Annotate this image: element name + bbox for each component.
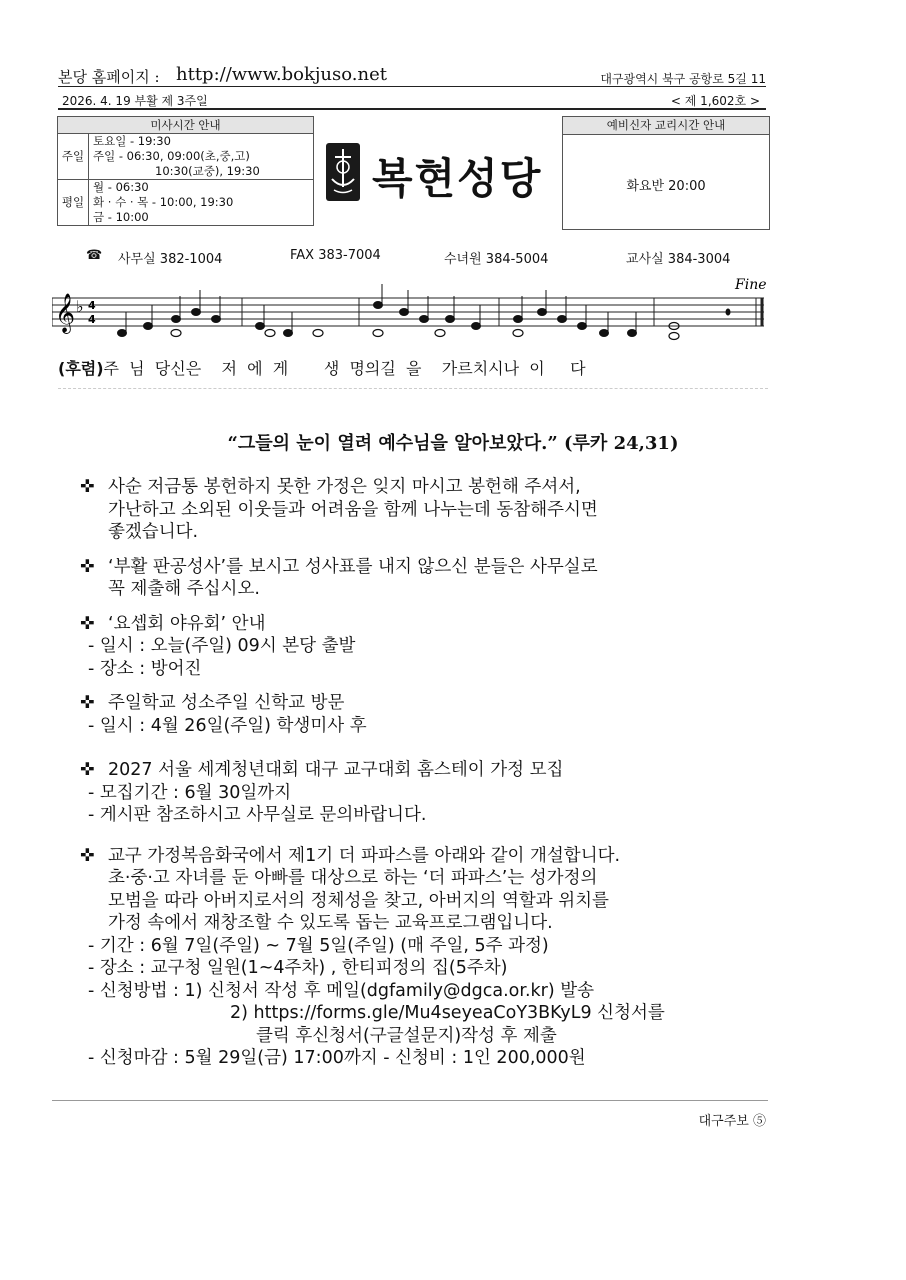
notice-item [80, 692, 780, 737]
gospel-quote: “그들의 눈이 열려 예수님을 알아보았다.” (루카 24,31) [227, 433, 679, 454]
sunday-line: 주일 - 06:30, 09:00(초,중,고) [93, 149, 250, 163]
notice-sub-line: - 게시판 참조하시고 사무실로 문의바랍니다. [88, 805, 427, 825]
flat-icon: ♭ [76, 297, 84, 316]
weekday-line: 화 · 수 · 목 - 10:00, 19:30 [93, 195, 234, 209]
convent-phone: 수녀원 384-5004 [444, 252, 549, 267]
weekday-times [89, 180, 314, 226]
notice-sub-line: - 일시 : 4월 26일(주일) 학생미사 후 [88, 715, 367, 736]
papas-deadline: - 신청마감 : 5월 29일(금) 17:00까지 - 신청비 : 1인 200,000원 [88, 1048, 586, 1068]
bullet-icon: ✜ [80, 477, 95, 497]
notice-line: 사순 저금통 봉헌하지 못한 가정은 잊지 마시고 봉헌해 주셔서, [108, 477, 581, 497]
time-sig-bottom: 4 [88, 313, 96, 326]
lyrics-text: 주 님 당신은 저 에 게 생 명의길 을 가르치시나 이 다 [103, 359, 586, 378]
papas-method-1: - 신청방법 : 1) 신청서 작성 후 메일(dgfamily@dgca.or.kr) 발송 [88, 980, 595, 1001]
notice-line: 좋겠습니다. [108, 522, 199, 542]
notices [80, 476, 780, 1082]
fax-number: FAX 383-7004 [290, 248, 381, 263]
notice-line: 모범을 따라 아버지로서의 정체성을 찾고, 아버지의 역할과 위치를 [108, 890, 609, 911]
notice-sub-line: - 장소 : 방어진 [88, 658, 202, 679]
issue-number: < 제 1,602호 > [670, 94, 760, 108]
notes [118, 284, 731, 337]
notice-item [80, 476, 780, 544]
homepage-label: 본당 홈페이지 : [58, 68, 160, 86]
notice-line: 꼭 제출해 주십시오. [108, 579, 260, 599]
weekday-line: 금 - 10:00 [93, 210, 149, 224]
notice-line: 주일학교 성소주일 신학교 방문 [108, 693, 345, 713]
mass-schedule-title: 미사시간 안내 [58, 117, 314, 134]
bullet-icon: ✜ [80, 845, 95, 866]
notice-line: 가정 속에서 재창조할 수 있도록 돕는 교육프로그램입니다. [108, 913, 553, 933]
score-divider [58, 388, 768, 389]
catechumen-class: 화요반 20:00 [626, 179, 706, 194]
papas-period: - 기간 : 6월 7일(주일) ~ 7월 5일(주일) (매 주일, 5주 과정) [88, 935, 549, 956]
notice-item [80, 556, 780, 601]
bullet-icon: ✜ [80, 760, 95, 780]
notice-item [80, 613, 780, 681]
papas-method-2[interactable]: 2) https://forms.gle/Mu4seyeaCoY3BKyL9 신청서를 [230, 1003, 665, 1023]
refrain-lyrics [58, 356, 586, 379]
sunday-line: 10:30(교중), 19:30 [155, 164, 260, 178]
bullet-icon: ✜ [80, 556, 95, 577]
homepage-url[interactable]: http://www.bokjuso.net [176, 64, 387, 85]
bullet-icon: ✜ [80, 613, 95, 634]
bulletin-date: 2026. 4. 19 부활 제 3주일 [62, 94, 208, 108]
fine-marking: Fine [735, 277, 767, 293]
time-sig-top: 4 [88, 299, 96, 312]
header-rule [58, 86, 766, 87]
header-rule-thick [58, 108, 766, 110]
sunday-line: 토요일 - 19:30 [93, 134, 171, 148]
sunday-label: 주일 [58, 134, 89, 180]
catechumen-title: 예비신자 교리시간 안내 [563, 117, 769, 135]
footer-rule [52, 1100, 768, 1101]
mass-schedule-table [57, 116, 314, 226]
papas-method-3: 클릭 후신청서(구글설문지)작성 후 제출 [256, 1025, 557, 1046]
weekday-label: 평일 [58, 180, 89, 226]
notice-sub-line: - 일시 : 오늘(주일) 09시 본당 출발 [88, 636, 356, 656]
notice-line: ‘요셉회 야유회’ 안내 [108, 613, 266, 634]
office-phone: 사무실 382-1004 [118, 252, 223, 267]
refrain-label: (후렴) [58, 359, 104, 378]
treble-clef-icon: 𝄞 [55, 293, 76, 333]
notice-line: 교구 가정복음화국에서 제1기 더 파파스를 아래와 같이 개설합니다. [108, 845, 621, 866]
notice-line: 2027 서울 세계청년대회 대구 교구대회 홈스테이 가정 모집 [108, 760, 564, 780]
church-logo-icon [326, 143, 360, 201]
phone-icon: ☎ [86, 248, 103, 263]
church-address: 대구광역시 북구 공항로 5길 11 [600, 72, 766, 86]
church-name: 복현성당 [372, 154, 543, 203]
notice-line: 초·중·고 자녀를 둔 아빠를 대상으로 하는 ‘더 파파스’는 성가정의 [108, 868, 598, 888]
notice-item [80, 759, 780, 827]
papas-notice [80, 845, 780, 1070]
catechumen-box [562, 116, 770, 230]
weekday-line: 월 - 06:30 [93, 180, 149, 194]
music-score [52, 276, 768, 350]
notice-line: ‘부활 판공성사’를 보시고 성사표를 내지 않으신 분들은 사무실로 [108, 556, 598, 577]
papas-place: - 장소 : 교구청 일원(1~4주차) , 한티피정의 집(5주차) [88, 958, 508, 978]
teachers-phone: 교사실 384-3004 [626, 252, 731, 267]
notice-sub-line: - 모집기간 : 6월 30일까지 [88, 782, 292, 803]
notice-line: 가난하고 소외된 이웃들과 어려움을 함께 나누는데 동참해주시면 [108, 499, 598, 520]
page-number: 대구주보 ⑤ [698, 1114, 766, 1129]
sunday-times [89, 134, 314, 180]
bullet-icon: ✜ [80, 693, 95, 713]
